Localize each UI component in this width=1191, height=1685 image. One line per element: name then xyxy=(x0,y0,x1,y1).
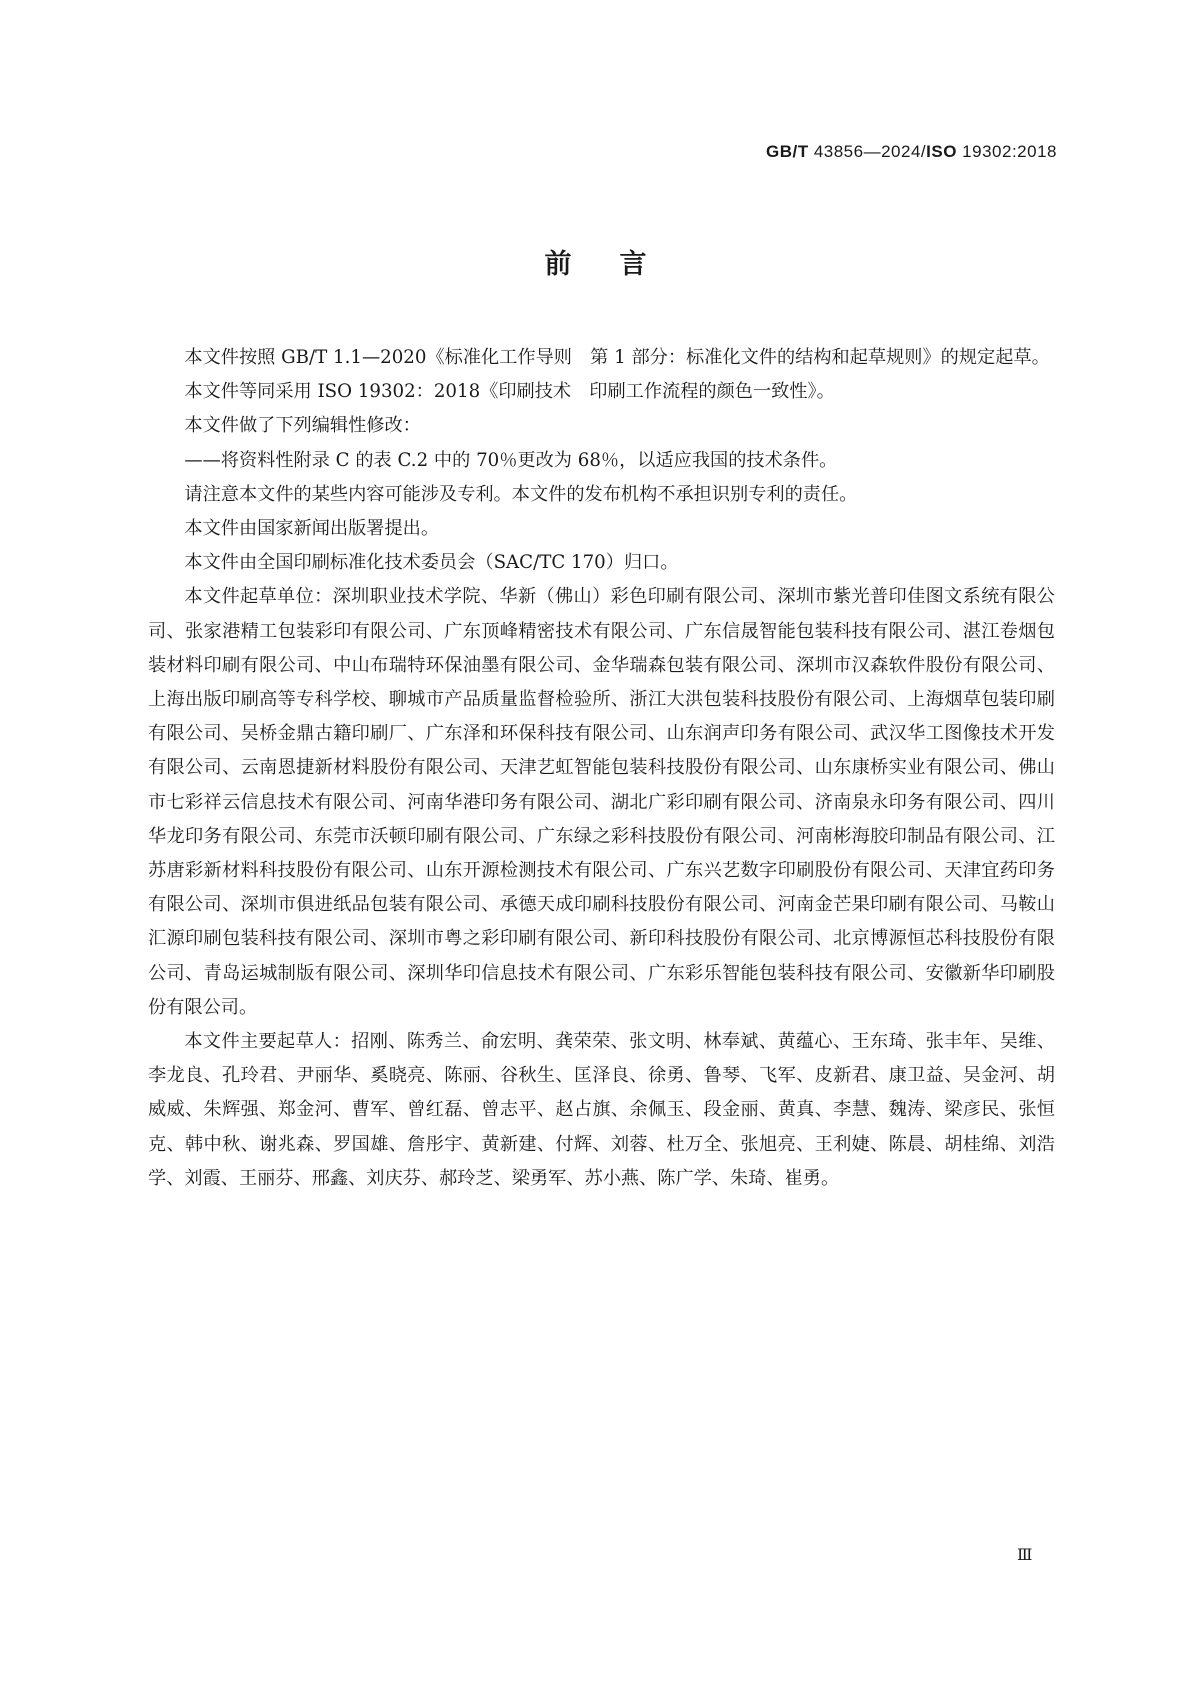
paragraph-proposer: 本文件由国家新闻出版署提出。 xyxy=(184,518,440,540)
paragraph-drafting-rules: 本文件按照 GB/T 1.1—2020《标准化工作导则 第 1 部分：标准化文件的结构和起草规则》的规定起草。 xyxy=(184,347,1050,368)
paragraph-patent-notice: 请注意本文件的某些内容可能涉及专利。本文件的发布机构不承担识别专利的责任。 xyxy=(184,483,858,505)
iso-number: 19302:2018 xyxy=(962,142,1057,161)
paragraph-adoption: 本文件等同采用 ISO 19302：2018《印刷技术 印刷工作流程的颜色一致性》。 xyxy=(184,381,835,403)
doc-number: 43856—2024/ xyxy=(813,142,927,161)
page-title: 前言 xyxy=(544,249,695,280)
standard-number-header xyxy=(766,142,1057,162)
paragraph-editorial-changes: 本文件做了下列编辑性修改： xyxy=(184,415,421,437)
paragraph-committee: 本文件由全国印刷标准化技术委员会（SAC/TC 170）归口。 xyxy=(184,552,679,574)
doc-code: GB/T xyxy=(765,142,809,161)
iso-code: ISO xyxy=(926,142,957,161)
page-number: Ⅲ xyxy=(1017,1547,1033,1564)
paragraph-drafters: 本文件主要起草人：招刚、陈秀兰、俞宏明、龚荣荣、张文明、林奉斌、黄蕴心、王东琦、张丰年、吴维、李龙良、孔玲君、尹丽华、奚晓亮、陈丽、谷秋生、匡泽良、徐勇、鲁琴、飞军、皮新君、康卫益、吴金河、胡威威、朱辉强、郑金河、曹军、曾红磊、曾志平、赵占旗、余佩玉、段金丽、黄真、李慧、魏涛、梁彦民、张恒克、韩中秋、谢兆森、罗国雄、詹彤宇、黄新建、付辉、刘蓉、杜万全、张旭亮、王利婕、陈晨、胡桂绵、刘浩学、刘霞、王丽芬、邢鑫、刘庆芬、郝玲芝、梁勇军、苏小燕、陈广学、朱琦、崔勇。 xyxy=(148,1031,1055,1189)
paragraph-drafting-organizations: 本文件起草单位：深圳职业技术学院、华新（佛山）彩色印刷有限公司、深圳市紫光普印佳图文系统有限公司、张家港精工包装彩印有限公司、广东顶峰精密技术有限公司、广东信晟智能包装科技有限公司、湛江卷烟包装材料印刷有限公司、中山布瑞特环保油墨有限公司、金华瑞森包装有限公司、深圳市汉森软件股份有限公司、上海出版印刷高等专科学校、聊城市产品质量监督检验所、浙江大洪包装科技股份有限公司、上海烟草包装印刷有限公司、吴桥金鼎古籍印刷厂、广东泽和环保科技有限公司、山东润声印务有限公司、武汉华工图像技术开发有限公司、云南恩捷新材料股份有限公司、天津艺虹智能包装科技股份有限公司、山东康桥实业有限公司、佛山市七彩祥云信息技术有限公司、河南华港印务有限公司、湖北广彩印刷有限公司、济南泉永印务有限公司、四川华龙印务有限公司、东莞市沃顿印刷有限公司、广东绿之彩科技股份有限公司、河南彬海胶印制品有限公司、江苏唐彩新材料科技股份有限公司、山东开源检测技术有限公司、广东兴艺数字印刷股份有限公司、天津宜药印务有限公司、深圳市俱进纸品包装有限公司、承德天成印刷科技股份有限公司、河南金芒果印刷有限公司、马鞍山汇源印刷包装科技有限公司、深圳市粤之彩印刷有限公司、新印科技股份有限公司、北京博源恒芯科技股份有限公司、青岛运城制版有限公司、深圳华印信息技术有限公司、广东彩乐智能包装科技有限公司、安徽新华印刷股份有限公司。 xyxy=(148,586,1055,1018)
paragraph-change-item: ——将资料性附录 C 的表 C.2 中的 70％更改为 68％，以适应我国的技术条件。 xyxy=(184,449,838,471)
foreword-body xyxy=(148,341,1055,1196)
